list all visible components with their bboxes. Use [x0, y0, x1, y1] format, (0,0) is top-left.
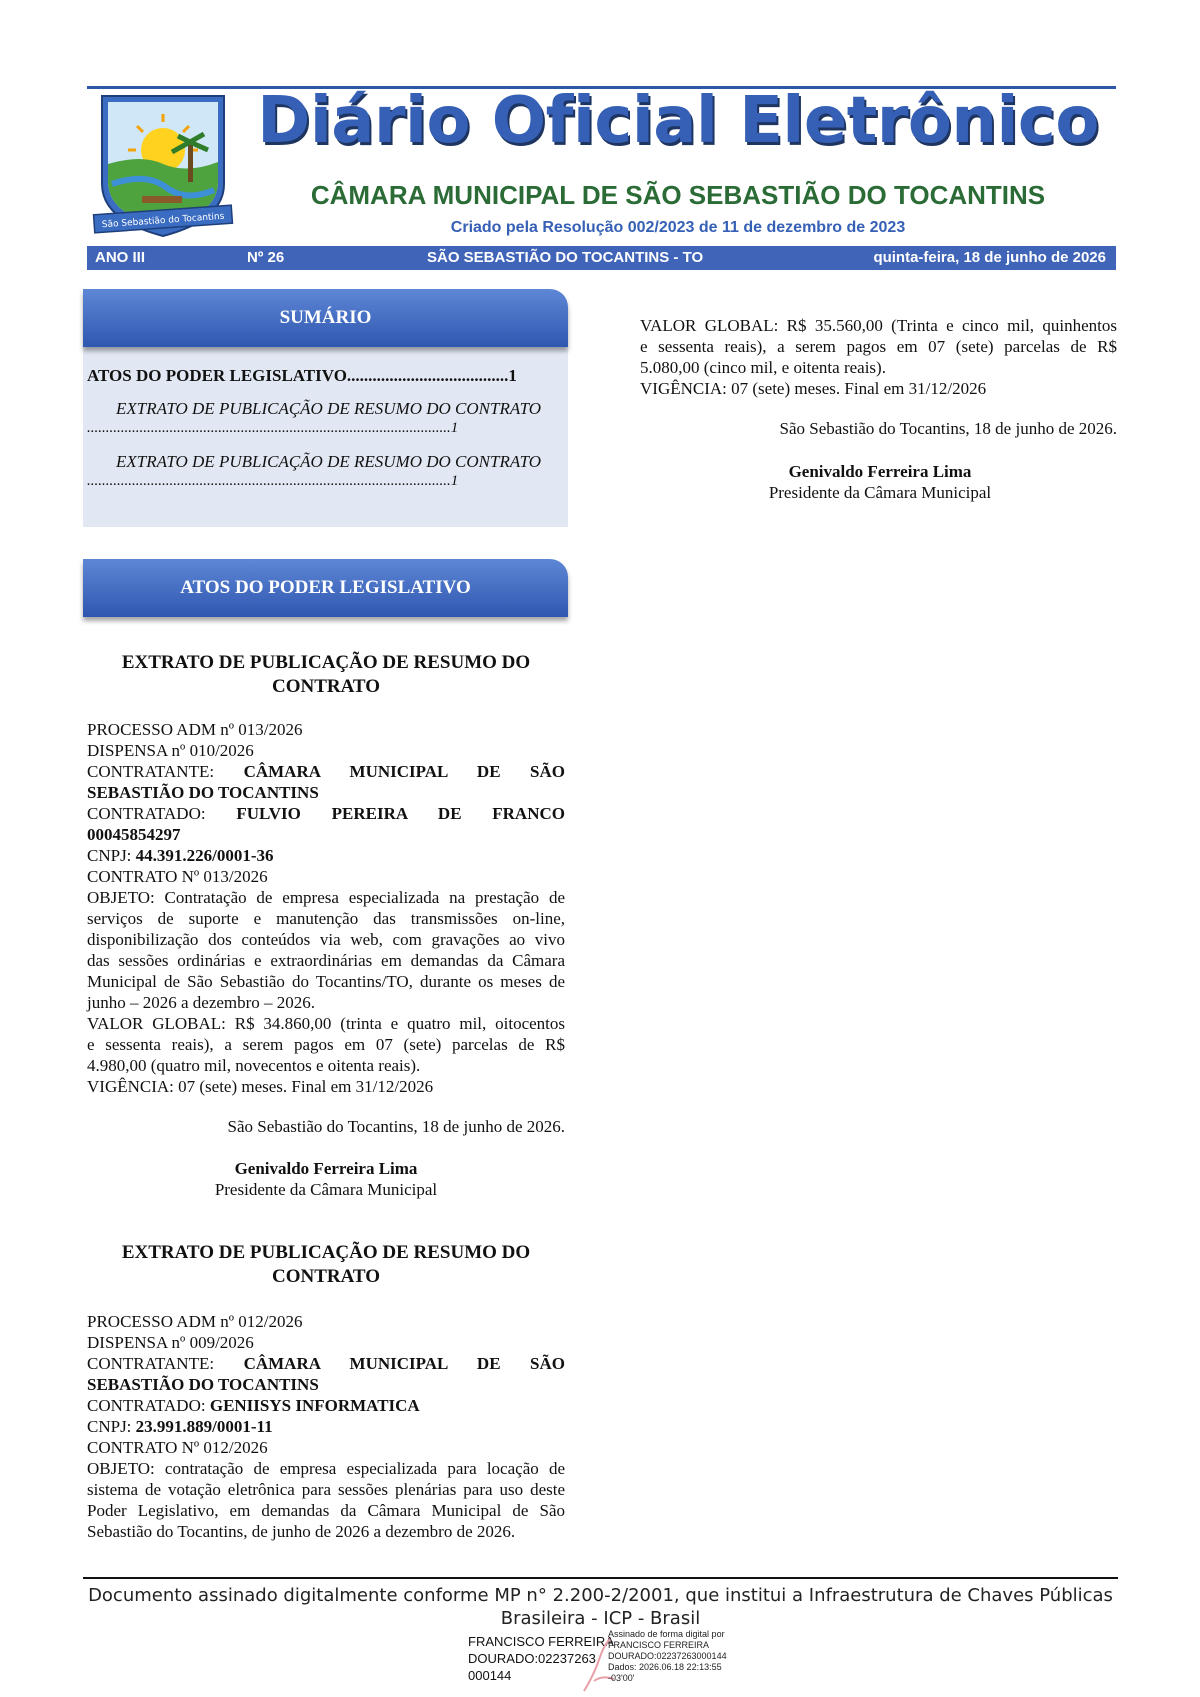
extract1-signer: Genivaldo Ferreira Lima — [234, 1159, 418, 1178]
summary-header: SUMÁRIO — [83, 289, 568, 347]
extract1-vigencia: VIGÊNCIA: 07 (sete) meses. Final em 31/12/2026 — [87, 1077, 434, 1096]
extract2-contrato: CONTRATO Nº 012/2026 — [87, 1438, 268, 1457]
field-label: CNPJ: — [87, 1417, 132, 1436]
extract2-valor-line: VALOR GLOBAL: R$ 35.560,00 (Trinta e cinco mil, quinhentos — [640, 316, 1117, 335]
sig-detail-line: Assinado de forma digital por — [608, 1629, 725, 1639]
extract1-contrato: CONTRATO Nº 013/2026 — [87, 867, 268, 886]
footer-legal-note: Documento assinado digitalmente conforme MP n° 2.200-2/2001, que institui a Infraestrutura de Chaves Públicas — [88, 1585, 1113, 1606]
extract2-objeto-line: Sebastião do Tocantins, de junho de 2026 a dezembro de 2026. — [87, 1522, 516, 1541]
sig-detail-line: FRANCISCO FERREIRA — [608, 1640, 710, 1650]
field-value: GENIISYS INFORMATICA — [209, 1396, 420, 1415]
extract2-valor-line: e sessenta reais), a serem pagos em 07 (sete) parcelas de R$ — [640, 337, 1117, 356]
toc-item-extrato-2[interactable]: EXTRATO DE PUBLICAÇÃO DE RESUMO DO CONTRATO — [116, 452, 541, 471]
institution-name: CÂMARA MUNICIPAL DE SÃO SEBASTIÃO DO TOCANTINS — [310, 180, 1046, 210]
extract2-dispensa: DISPENSA nº 009/2026 — [87, 1333, 254, 1352]
section-header-atos: ATOS DO PODER LEGISLATIVO — [83, 559, 568, 617]
extract2-contratante — [87, 1353, 565, 1374]
sig-detail-line: DOURADO:02237263000144 — [608, 1651, 727, 1661]
field-label: CONTRATADO: — [87, 1396, 206, 1415]
extract1-objeto-line: Municipal de São Sebastião do Tocantins/TO, durante os meses de — [87, 972, 565, 991]
extract1-dispensa: DISPENSA nº 010/2026 — [87, 741, 254, 760]
extract2-signer-role: Presidente da Câmara Municipal — [768, 483, 992, 502]
field-value: CÂMARA MUNICIPAL DE SÃO — [243, 762, 565, 781]
edition-date: quinta-feira, 18 de junho de 2026 — [873, 249, 1106, 266]
title-line: CONTRATO — [271, 1266, 381, 1287]
toc-item-extrato-1[interactable]: EXTRATO DE PUBLICAÇÃO DE RESUMO DO CONTRATO — [116, 399, 541, 418]
extract2-process: PROCESSO ADM nº 012/2026 — [87, 1312, 303, 1331]
extract2-cnpj — [87, 1416, 273, 1437]
sig-name-line: DOURADO:02237263 — [468, 1651, 596, 1666]
footer-legal-note-cont: Brasileira - ICP - Brasil — [500, 1608, 701, 1629]
field-value: FULVIO PEREIRA DE FRANCO — [236, 804, 565, 823]
extract1-valor-line: VALOR GLOBAL: R$ 34.860,00 (trinta e quatro mil, oitocentos — [87, 1014, 565, 1033]
edition-location: SÃO SEBASTIÃO DO TOCANTINS - TO — [427, 249, 704, 266]
edition-year: ANO III — [95, 249, 146, 266]
sig-name-line: FRANCISCO FERREIRA — [468, 1634, 614, 1649]
toc-item-atos[interactable] — [87, 366, 517, 386]
svg-text:São Sebastião do Tocantins: São Sebastião do Tocantins — [101, 211, 225, 231]
extract1-contratante-cont: SEBASTIÃO DO TOCANTINS — [87, 783, 319, 802]
extract1-cnpj — [87, 845, 274, 866]
extract1-place-date: São Sebastião do Tocantins, 18 de junho de 2026. — [227, 1117, 565, 1136]
municipal-crest-logo — [92, 92, 234, 242]
toc-item-dots: ......................................1 — [346, 366, 517, 385]
extract2-signer: Genivaldo Ferreira Lima — [788, 462, 972, 481]
extract1-objeto-line: disponibilização dos conteúdos via web, com gravações ao vivo — [87, 930, 565, 949]
extract2-place-date: São Sebastião do Tocantins, 18 de junho de 2026. — [779, 419, 1117, 438]
toc-item-dots: .................................................................................................1 — [87, 420, 459, 436]
toc-item-label: ATOS DO PODER LEGISLATIVO — [87, 366, 347, 385]
extract2-title — [87, 1241, 565, 1289]
extract2-objeto-line: OBJETO: contratação de empresa especializada para locação de — [87, 1459, 565, 1478]
edition-number: Nº 26 — [247, 249, 285, 266]
extract2-contratante-cont: SEBASTIÃO DO TOCANTINS — [87, 1375, 319, 1394]
newspaper-title: Diário Oficial Eletrônico — [257, 84, 1099, 158]
extract2-valor-line: 5.080,00 (cinco mil, e oitenta reais). — [640, 358, 886, 377]
extract1-title — [87, 651, 565, 699]
sig-detail-line: Dados: 2026.06.18 22:13:55 — [608, 1662, 722, 1672]
field-value: 23.991.889/0001-11 — [135, 1417, 273, 1436]
field-label: CONTRATANTE: — [87, 762, 215, 781]
creation-note: Criado pela Resolução 002/2023 de 11 de dezembro de 2023 — [450, 219, 906, 236]
extract1-signer-role: Presidente da Câmara Municipal — [214, 1180, 438, 1199]
extract1-valor-line: e sessenta reais), a serem pagos em 07 (sete) parcelas de R$ — [87, 1035, 565, 1054]
digital-signature-details — [608, 1629, 727, 1684]
extract2-objeto-line: sistema de votação eletrônica para sessões plenárias para uso deste — [87, 1480, 565, 1499]
extract1-objeto-line: junho – 2026 a dezembro – 2026. — [87, 993, 316, 1012]
toc-item-dots: .................................................................................................1 — [87, 473, 459, 489]
field-label: CONTRATADO: — [87, 804, 206, 823]
sig-detail-line: -03'00' — [608, 1673, 635, 1683]
extract2-objeto-line: Poder Legislativo, em demandas da Câmara Municipal de São — [87, 1501, 565, 1520]
extract2-contratado — [87, 1395, 420, 1416]
sig-name-line: 000144 — [468, 1668, 512, 1683]
field-value: 44.391.226/0001-36 — [135, 846, 274, 865]
extract1-objeto-line: OBJETO: Contratação de empresa especializada na prestação de — [87, 888, 565, 907]
extract1-objeto-line: das sessões ordinárias e extraordinárias em demandas da Câmara — [87, 951, 565, 970]
extract1-contratado-cont: 00045854297 — [87, 825, 181, 844]
extract1-process: PROCESSO ADM nº 013/2026 — [87, 720, 303, 739]
title-line: EXTRATO DE PUBLICAÇÃO DE RESUMO DO — [121, 1242, 531, 1263]
field-value: CÂMARA MUNICIPAL DE SÃO — [243, 1354, 565, 1373]
footer-rule — [83, 1577, 1118, 1579]
extract1-objeto-line: serviços de suporte e manutenção das transmissões on-line, — [87, 909, 565, 928]
field-label: CONTRATANTE: — [87, 1354, 215, 1373]
extract1-contratado — [87, 803, 565, 824]
field-label: CNPJ: — [87, 846, 132, 865]
extract1-valor-line: 4.980,00 (quatro mil, novecentos e oitenta reais). — [87, 1056, 421, 1075]
title-line: EXTRATO DE PUBLICAÇÃO DE RESUMO DO — [121, 652, 531, 673]
edition-info-bar — [87, 246, 1116, 270]
extract1-contratante — [87, 761, 565, 782]
title-line: CONTRATO — [271, 676, 381, 697]
extract2-vigencia: VIGÊNCIA: 07 (sete) meses. Final em 31/12/2026 — [640, 379, 987, 398]
